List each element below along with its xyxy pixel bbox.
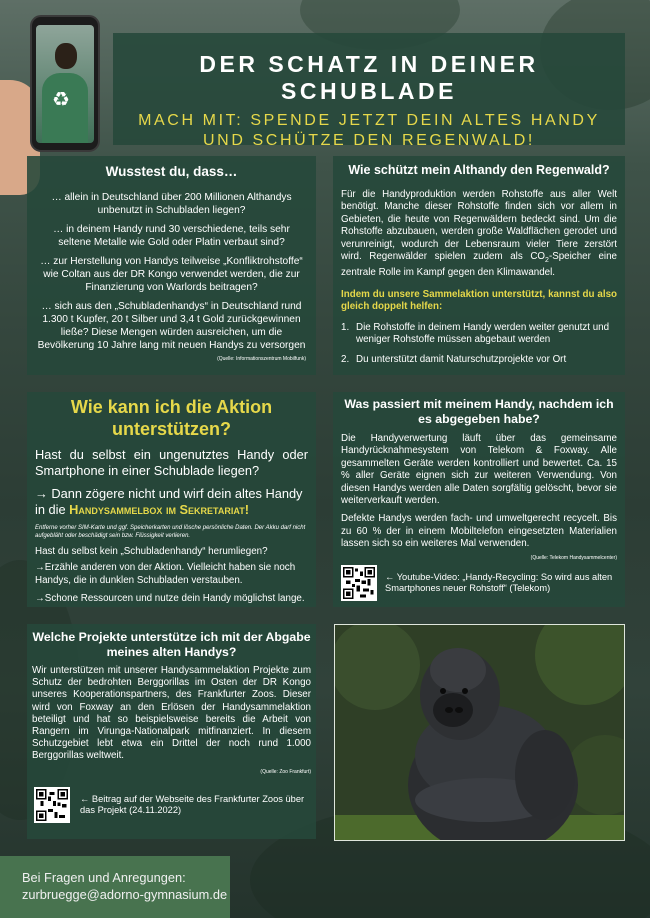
protect-highlight: Indem du unsere Sammelaktion unterstützt, kannst du also gleich doppelt helfen: (341, 288, 617, 313)
video-link-caption[interactable]: ← Youtube-Video: „Handy-Recycling: So wird aus alten Smartphones neuer Rohstoff“ (Telekom) (385, 571, 613, 593)
qr-code-icon[interactable] (34, 787, 70, 823)
phone-icon (30, 15, 100, 152)
zoo-link-caption[interactable]: ← Beitrag auf der Webseite des Frankfurter Zoos über das Projekt (24.11.2022) (80, 793, 305, 815)
page-subtitle (113, 111, 625, 151)
phone-screen (36, 25, 94, 143)
fact-item: … in deinem Handy rund 30 verschiedene, teils sehr seltene Metalle wie Gold oder Platin verbaut sind? (53, 224, 290, 248)
zoo-qr-row[interactable] (32, 787, 311, 823)
contact-footer (0, 856, 230, 918)
person-head (55, 43, 77, 69)
support-instruction: → Dann zögere nicht und wirf dein altes Handy in die Handysammelbox im Sekretariat! (35, 486, 303, 517)
after-panel (333, 392, 625, 607)
page-title: DER SCHATZ IN DEINER SCHUBLADE (199, 51, 539, 104)
support-panel (27, 392, 316, 607)
video-qr-row[interactable] (341, 565, 617, 601)
contact-label: Bei Fragen und Anregungen: (22, 870, 186, 885)
support-title: Wie kann ich die Aktion unterstützen? (70, 397, 273, 439)
support-question-1: Hast du selbst ein ungenutztes Handy oder Smartphone in einer Schublade liegen? (35, 447, 308, 478)
projects-text: Wir unterstützen mit unserer Handysammelaktion Projekte zum Schutz der bedrohten Berggorillas im Osten der DR Kongo unseres Kooperationspartners, des Frankfurter Zoos. Dieser wird von Foxway an den Erlösen der Handysammelaktion beteiligt und hat so beispielsweise bereits die Arbeit von Rangern im Virunga-Nationalpark mitfinanziert. In diesem Schutzgebiet lebt etwa ein Drittel der noch rund 1.000 Berggorillas weltweit. (32, 665, 311, 762)
fact-item: … allein in Deutschland über 200 Millionen Althandys unbenutzt in Schubladen liegen? (51, 192, 292, 216)
support-tip: →Schone Ressourcen und nutze dein Handy möglichst lange. (35, 593, 305, 605)
qr-code-icon[interactable] (341, 565, 377, 601)
after-title: Was passiert mit meinem Handy, nachdem ich es abgegeben habe? (344, 397, 614, 426)
projects-source: (Quelle: Zoo Frankfurt) (260, 768, 311, 775)
facts-source: (Quelle: Informationszentrum Mobilfunk) (217, 356, 306, 362)
support-tip: →Erzähle anderen von der Aktion. Vielleicht haben sie noch Handys, die in dunklen Schubladen verstauben. (35, 562, 296, 586)
subtitle-line-1: MACH MIT: SPENDE JETZT DEIN ALTES HANDY (138, 112, 600, 129)
support-question-2: Hast du selbst kein „Schubladenhandy“ herumliegen? (35, 546, 268, 557)
recycle-icon: ♻ (52, 89, 70, 111)
protect-title: Wie schützt mein Althandy den Regenwald? (348, 163, 610, 177)
fact-item: … zur Herstellung von Handys teilweise „Konfliktrohstoffe“ wie Coltan aus der DR Kongo verwendet werden, die zur Finanzierung von Warlords beitragen? (40, 256, 303, 293)
support-note: Entferne vorher SIM-Karte und ggf. Speicherkarten und lösche persönliche Daten. Der Akku darf nicht aufgebläht oder beschädigt sein bzw. Flüssigkeit verlieren. (35, 525, 306, 539)
protect-panel (333, 156, 625, 375)
list-item: 1. Die Rohstoffe in deinem Handy werden weiter genutzt und weniger Rohstoffe müssen abgebaut werden (341, 321, 610, 346)
contact-email-link[interactable]: zurbruegge@adorno-gymnasium.de (22, 887, 228, 902)
projects-title: Welche Projekte unterstütze ich mit der Abgabe meines alten Handys? (32, 630, 311, 659)
after-paragraph: Defekte Handys werden fach- und umweltgerecht recycelt. Bis zu 60 % der in einem Mobiltelefon eingesetzten Materialien lassen sich so ein weiteres Mal verwenden. (341, 513, 617, 550)
collection-box-highlight: Handysammelbox im Sekretariat! (69, 502, 249, 517)
gorilla-photo (334, 624, 625, 841)
list-item: 2. Du unterstützt damit Naturschutzprojekte vor Ort (341, 354, 567, 366)
protect-text: Für die Handyproduktion werden Rohstoffe aus aller Welt benötigt. Manche dieser Rohstoffe finden sich vor allem in Gebieten, die heute von Regenwäldern bedeckt sind. Um die Rohstoffe abzubauen, werden große Waldflächen gerodet und verunreinigt, wodurch der Lebensraum vieler Tiere zerstört wird. Regenwälder spielen zudem als $CO_2$-Speicher eine zentrale Rolle im Kampf gegen den Klimawandel. (341, 189, 617, 279)
after-paragraph: Die Handyverwertung läuft über das gemeinsame Handyrücknahmesystem von Telekom & Foxway. Alle gesammelten Geräte werden kontrolliert und bewertet. Ca. 15 % aller Geräte eignen sich zur weiteren Verwendung. Von diesen Handys werden alle Daten sorgfältig gelöscht, bevor sie weiterverkauft werden. (341, 433, 617, 507)
projects-panel (27, 624, 316, 839)
fact-item: … sich aus den „Schubladenhandys“ in Deutschland rund 1.300 t Kupfer, 20 t Silber und 3,4 t Gold zurückgewinnen ließe? Diese Mengen würden ausreichen, um die Bevölkerung 10 Jahre lang mit neuen Handys zu versorgen (37, 301, 306, 351)
protect-list (341, 322, 617, 367)
after-source: (Quelle: Telekom Handysammelcenter) (530, 554, 617, 561)
facts-title: Wusstest du, dass… (105, 164, 238, 179)
facts-panel (27, 156, 316, 375)
subtitle-line-2: UND SCHÜTZE DEN REGENWALD! (203, 132, 535, 149)
header-banner (113, 33, 625, 149)
